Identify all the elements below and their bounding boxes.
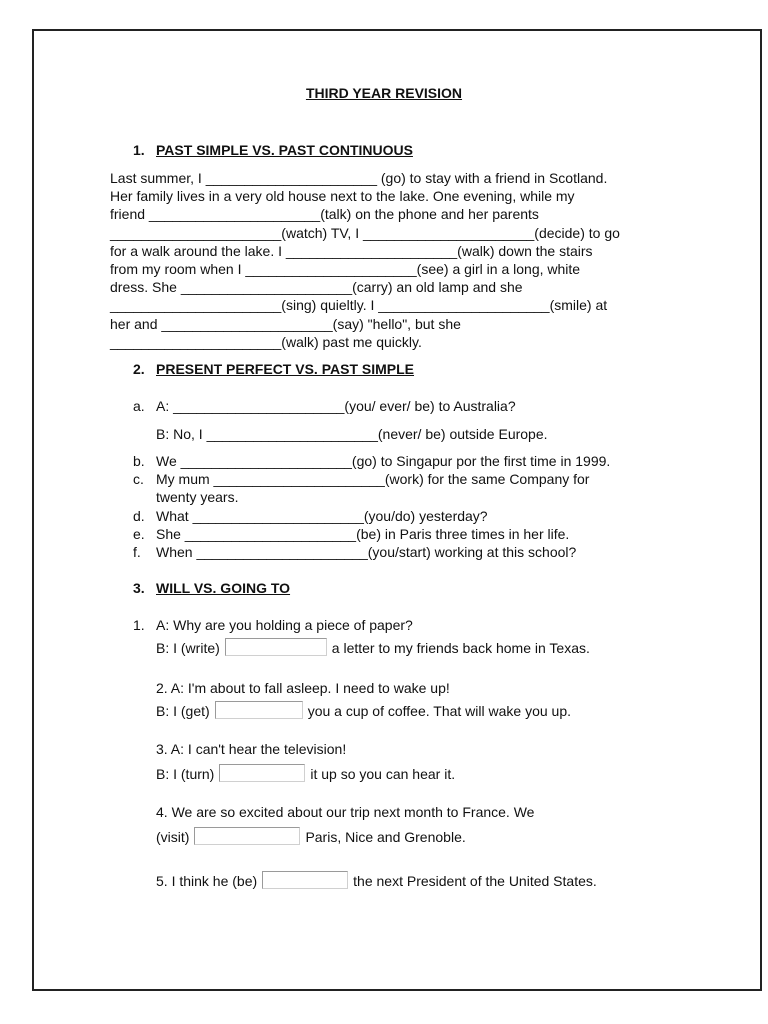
question-5-after: the next President of the United States.: [353, 873, 597, 889]
paragraph-line: from my room when I ______________________(see) a girl in a long, white: [110, 260, 581, 277]
paragraph-line: friend ______________________(talk) on the phone and her parents: [110, 206, 539, 223]
list-item-label: b.: [133, 453, 145, 469]
question-3-b: [156, 760, 455, 782]
section-1-title: PAST SIMPLE VS. PAST CONTINUOUS: [156, 142, 413, 158]
list-item-text: B: No, I ______________________(never/ be) outside Europe.: [156, 426, 548, 442]
question-2-a: 2. A: I'm about to fall asleep. I need to wake up!: [156, 680, 450, 696]
section-2-number: 2.: [133, 361, 145, 377]
paragraph-line: Her family lives in a very old house next to the lake. One evening, while my: [110, 188, 575, 205]
list-item-text: We ______________________(go) to Singapur por the first time in 1999.: [156, 453, 611, 469]
question-2-b: [156, 697, 571, 719]
question-1-number: 1.: [133, 617, 145, 633]
question-5-before: 5. I think he (be): [156, 873, 258, 889]
section-1-paragraph: [110, 169, 670, 351]
answer-box-2[interactable]: [215, 701, 303, 719]
list-item-label: f.: [133, 544, 141, 560]
question-5: [156, 867, 597, 889]
list-item-text: twenty years.: [156, 489, 239, 505]
question-2-b-before: B: I (get): [156, 703, 210, 719]
paragraph-line: Last summer, I ______________________ (go) to stay with a friend in Scotland.: [110, 170, 608, 186]
list-item-text: She ______________________(be) in Paris three times in her life.: [156, 526, 570, 542]
answer-box-5[interactable]: [262, 871, 348, 889]
list-item-label: a.: [133, 398, 145, 414]
question-4-b-before: (visit): [156, 829, 190, 845]
paragraph-line: dress. She ______________________(carry) an old lamp and she: [110, 279, 523, 296]
list-item-label: c.: [133, 471, 144, 487]
paragraph-line: ______________________(watch) TV, I ______________________(decide) to go: [110, 224, 620, 241]
list-item-text: A: ______________________(you/ ever/ be) to Australia?: [156, 398, 516, 414]
section-2-title: PRESENT PERFECT VS. PAST SIMPLE: [156, 361, 415, 377]
list-item-text: When ______________________(you/start) working at this school?: [156, 544, 577, 560]
question-4-a: 4. We are so excited about our trip next month to France. We: [156, 804, 535, 820]
answer-box-4[interactable]: [194, 827, 300, 845]
list-item-label: d.: [133, 508, 145, 524]
question-1-b-before: B: I (write): [156, 640, 220, 656]
question-2-b-after: you a cup of coffee. That will wake you up.: [307, 703, 571, 719]
question-1-a-text: A: Why are you holding a piece of paper?: [156, 617, 413, 633]
question-3-b-before: B: I (turn): [156, 766, 215, 782]
answer-box-1[interactable]: [225, 638, 327, 656]
paragraph-line: her and ______________________(say) "hello", but she: [110, 315, 461, 332]
section-1-number: 1.: [133, 142, 145, 158]
paragraph-line: ______________________(sing) quieltly. I ______________________(smile) at: [110, 297, 608, 314]
paragraph-line: for a walk around the lake. I ______________________(walk) down the stairs: [110, 242, 593, 259]
answer-box-3[interactable]: [219, 764, 305, 782]
question-1-b-after: a letter to my friends back home in Texas.: [331, 640, 590, 656]
question-3-a: 3. A: I can't hear the television!: [156, 741, 347, 757]
section-3-number: 3.: [133, 580, 145, 596]
paragraph-line: ______________________(walk) past me quickly.: [110, 333, 422, 350]
question-4-b: [156, 823, 466, 845]
worksheet-title: THIRD YEAR REVISION: [305, 85, 463, 101]
question-1-b: [156, 634, 590, 656]
question-4-b-after: Paris, Nice and Grenoble.: [305, 829, 466, 845]
question-3-b-after: it up so you can hear it.: [310, 766, 456, 782]
section-3-title: WILL VS. GOING TO: [156, 580, 291, 596]
list-item-text: My mum ______________________(work) for the same Company for: [156, 471, 590, 487]
list-item-label: e.: [133, 526, 145, 542]
list-item-text: What ______________________(you/do) yesterday?: [156, 508, 488, 524]
